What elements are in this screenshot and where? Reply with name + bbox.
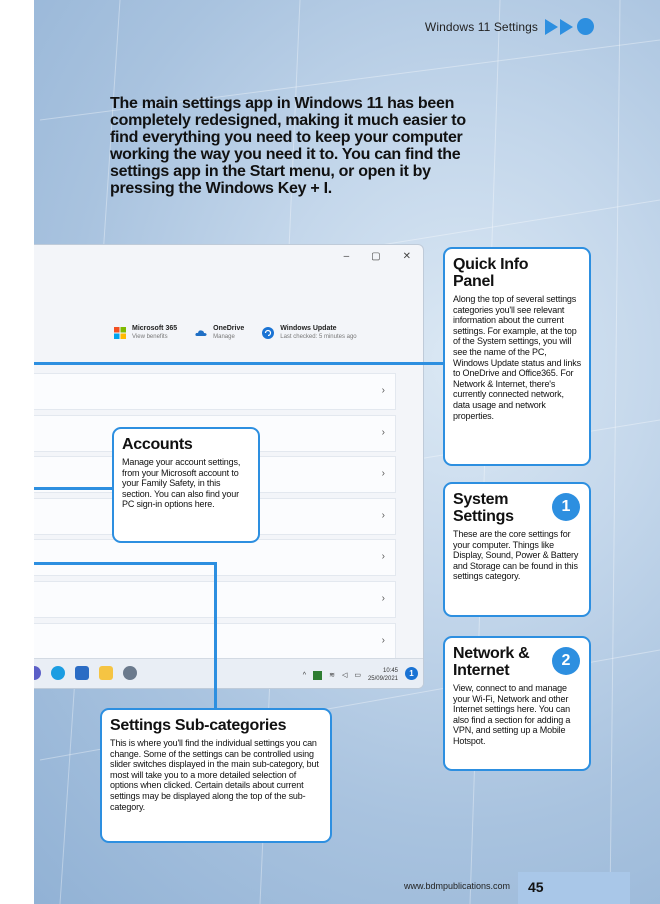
- callout-body: Manage your account settings, from your Microsoft account to your Family Safety, in this section. You can also find your PC sign-in options here.: [122, 457, 241, 510]
- windows-update-icon: [262, 327, 274, 339]
- taskbar-icons: [34, 666, 137, 680]
- maximize-icon[interactable]: ▢: [371, 251, 381, 262]
- page-number: 45: [518, 872, 630, 904]
- chevron-right-icon: ›: [381, 592, 385, 604]
- quick-info-row: [114, 325, 357, 340]
- quick-info-title: OneDrive: [213, 325, 245, 332]
- edge-icon[interactable]: [51, 666, 65, 680]
- section-title: Windows 11 Settings: [424, 20, 538, 34]
- microsoft-365-icon: [114, 327, 126, 339]
- clock-date: 25/09/2021: [367, 676, 398, 682]
- close-icon[interactable]: ✕: [402, 251, 411, 262]
- callout-body: This is where you'll find the individual settings you can change. Some of the settings can be controlled using slider switches displayed in the main sub-category, but most will take you to a more detailed selection of options when clicked. Certain details about current settings may be displayed along the top of the sub-category.: [110, 738, 319, 812]
- quick-info-title: Windows Update: [280, 325, 337, 332]
- callout-system-settings: [443, 482, 591, 617]
- callout-accounts: [112, 427, 260, 543]
- callout-body: Along the top of several settings categories you'll see relevant information about the current settings. For example, at the top of the System settings, you will see the name of the PC, Windows Update status and links to OneDrive and Office365. For Network & Internet, there's currently connected network, data usage and network properties.: [453, 294, 581, 421]
- callout-title: Network & Internet: [453, 645, 530, 679]
- callout-title: System Settings: [453, 491, 514, 525]
- quick-info-title: Microsoft 365: [132, 325, 178, 332]
- number-badge: 1: [552, 493, 580, 521]
- chevron-right-icon: ›: [381, 468, 385, 480]
- callout-title: Quick Info Panel: [453, 256, 529, 290]
- connector-quick-info: [34, 362, 444, 365]
- chevron-right-icon: ›: [381, 509, 385, 521]
- chevron-right-icon: ›: [381, 634, 385, 646]
- callout-quick-info: [443, 247, 591, 466]
- window-controls: [344, 251, 411, 262]
- quick-info-onedrive[interactable]: [195, 325, 244, 340]
- callout-body: These are the core settings for your computer. Things like Display, Sound, Power & Battery and Storage can be found in this settings category.: [453, 529, 579, 582]
- chevron-right-icon: ›: [381, 385, 385, 396]
- callout-title: Accounts: [122, 436, 193, 453]
- connector-subcategories-h: [34, 562, 216, 565]
- quick-info-windows-update[interactable]: [262, 325, 356, 340]
- callout-network-internet: [443, 636, 591, 771]
- connector-subcategories-v: [214, 562, 217, 708]
- settings-gear-icon[interactable]: [123, 666, 137, 680]
- volume-icon[interactable]: ◁: [341, 672, 348, 679]
- notification-badge[interactable]: 1: [405, 667, 418, 680]
- quick-info-sub: Last checked: 5 minutes ago: [280, 334, 357, 340]
- quick-info-sub: Manage: [213, 334, 235, 340]
- callout-body: View, connect to and manage your Wi-Fi, Network and other Internet settings here. You can also find a section for adding a VPN, and setting up a Mobile Hotspot.: [453, 683, 571, 746]
- store-icon[interactable]: [75, 666, 89, 680]
- battery-icon[interactable]: ▭: [354, 672, 361, 679]
- callout-title: Settings Sub-categories: [110, 717, 287, 734]
- minimize-icon[interactable]: –: [343, 251, 350, 262]
- left-margin: [0, 0, 34, 904]
- connector-accounts: [34, 487, 112, 490]
- quick-info-microsoft-365[interactable]: [114, 325, 177, 340]
- clock[interactable]: [368, 667, 398, 683]
- chevron-right-icon: ›: [381, 551, 385, 563]
- taskbar: [34, 658, 424, 688]
- header-arrows-icon: [545, 18, 594, 35]
- number-badge: 2: [552, 647, 580, 675]
- callout-subcategories: [100, 708, 332, 843]
- clock-time: 10:45: [382, 668, 398, 674]
- quick-info-sub: View benefits: [132, 334, 168, 340]
- onedrive-icon: [195, 327, 207, 339]
- chevron-up-icon[interactable]: ^: [302, 671, 307, 679]
- footer-url[interactable]: www.bdmpublications.com: [403, 881, 510, 891]
- chat-icon[interactable]: [34, 666, 41, 680]
- system-tray: [303, 667, 398, 683]
- tray-app-icon[interactable]: [313, 671, 322, 680]
- settings-row[interactable]: [34, 373, 396, 410]
- intro-text: The main settings app in Windows 11 has been completely redesigned, making it much easier to find everything you need to keep your computer working the way you need it to. You can find the settings app in the Start menu, or open it by pressing the Windows Key + I.: [110, 95, 466, 197]
- wifi-icon[interactable]: ≋: [329, 672, 335, 679]
- file-explorer-icon[interactable]: [99, 666, 113, 680]
- chevron-right-icon: ›: [381, 426, 385, 438]
